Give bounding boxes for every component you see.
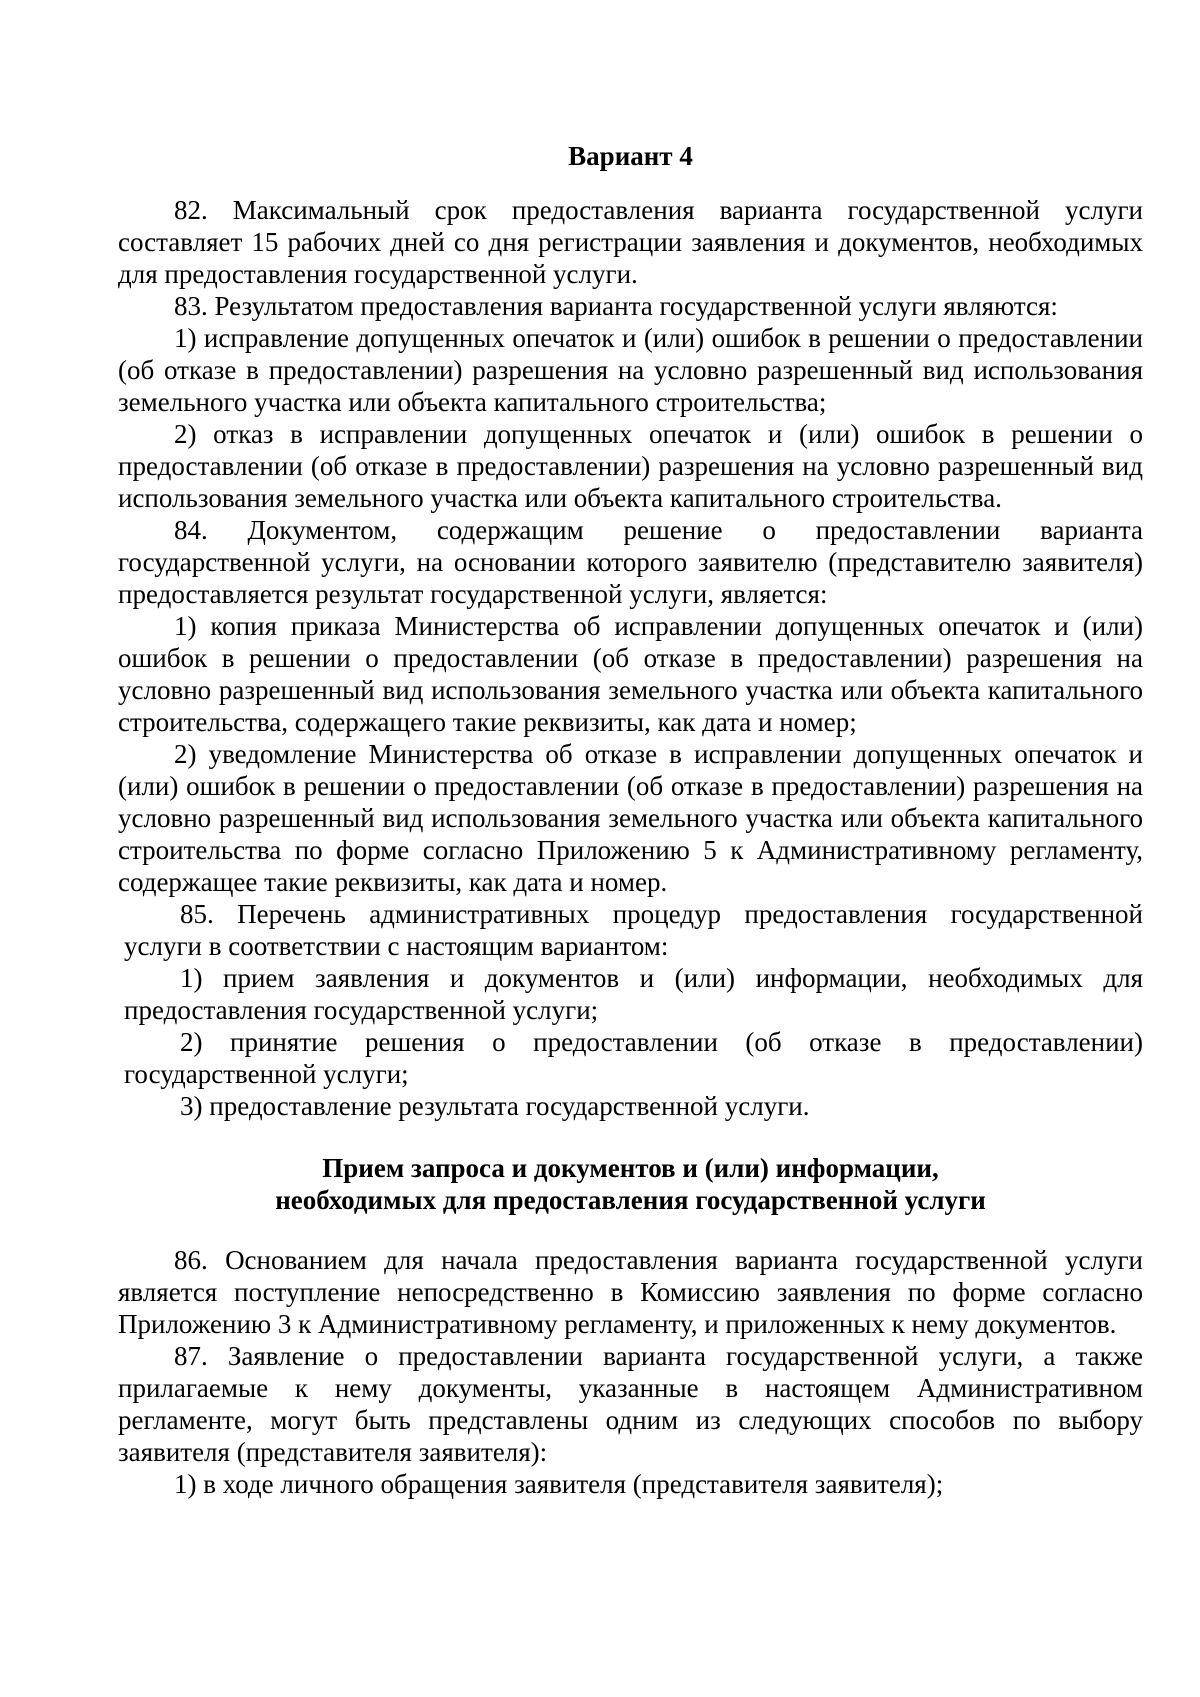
- section-heading-line-2: необходимых для предоставления государственной услуги: [275, 1185, 986, 1215]
- document-page: [118, 140, 1143, 1500]
- paragraph-87: 87. Заявление о предоставлении варианта государственной услуги, а также прилагаемые к нему документы, указанные в настоящем Административном регламенте, могут быть представлены одним из следующих способов по выбору заявителя (представителя заявителя):: [118, 1341, 1143, 1467]
- paragraph-83-item-2: 2) отказ в исправлении допущенных опечаток и (или) ошибок в решении о предоставлении (об отказе в предоставлении) разрешения на условно разрешенный вид использования земельного участка или объекта капитального строительства.: [118, 419, 1143, 513]
- paragraph-84-item-2: 2) уведомление Министерства об отказе в исправлении допущенных опечаток и (или) ошибок в решении о предоставлении (об отказе в предоставлении) разрешения на условно разрешенный вид использования земельного участка или объекта капитального строительства по форме согласно Приложению 5 к Административному регламенту, содержащее такие реквизиты, как дата и номер.: [118, 739, 1143, 897]
- paragraph-84: 84. Документом, содержащим решение о предоставлении варианта государственной услуги, на основании которого заявителю (представителю заявителя) предоставляется результат государственной услуги, является:: [118, 515, 1143, 609]
- variant-title: Вариант 4: [568, 141, 693, 171]
- paragraph-83: 83. Результатом предоставления варианта государственной услуги являются:: [174, 291, 1058, 321]
- paragraph-83-item-1: 1) исправление допущенных опечаток и (или) ошибок в решении о предоставлении (об отказе в предоставлении) разрешения на условно разрешенный вид использования земельного участка или объекта капитального строительства;: [118, 323, 1143, 417]
- section-heading-line-1: Прием запроса и документов и (или) информации,: [322, 1153, 939, 1183]
- paragraph-84-item-1: 1) копия приказа Министерства об исправлении допущенных опечаток и (или) ошибок в решении о предоставлении (об отказе в предоставлении) разрешения на условно разрешенный вид использования земельного участка или объекта капитального строительства, содержащего такие реквизиты, как дата и номер;: [118, 611, 1143, 737]
- paragraph-85-item-2: 2) принятие решения о предоставлении (об отказе в предоставлении) государственной услуги;: [124, 1027, 1143, 1089]
- paragraph-85-item-3: 3) предоставление результата государственной услуги.: [180, 1091, 810, 1121]
- paragraph-87-item-1: 1) в ходе личного обращения заявителя (представителя заявителя);: [174, 1469, 944, 1499]
- paragraph-85: 85. Перечень административных процедур предоставления государственной услуги в соответствии с настоящим вариантом:: [124, 899, 1143, 961]
- section-heading: [118, 1152, 1143, 1216]
- paragraph-85-item-1: 1) прием заявления и документов и (или) информации, необходимых для предоставления государственной услуги;: [124, 963, 1143, 1025]
- paragraph-82: 82. Максимальный срок предоставления варианта государственной услуги составляет 15 рабочих дней со дня регистрации заявления и документов, необходимых для предоставления государственной услуги.: [118, 195, 1143, 289]
- paragraph-86: 86. Основанием для начала предоставления варианта государственной услуги является поступление непосредственно в Комиссию заявления по форме согласно Приложению 3 к Административному регламенту, и приложенных к нему документов.: [118, 1245, 1143, 1339]
